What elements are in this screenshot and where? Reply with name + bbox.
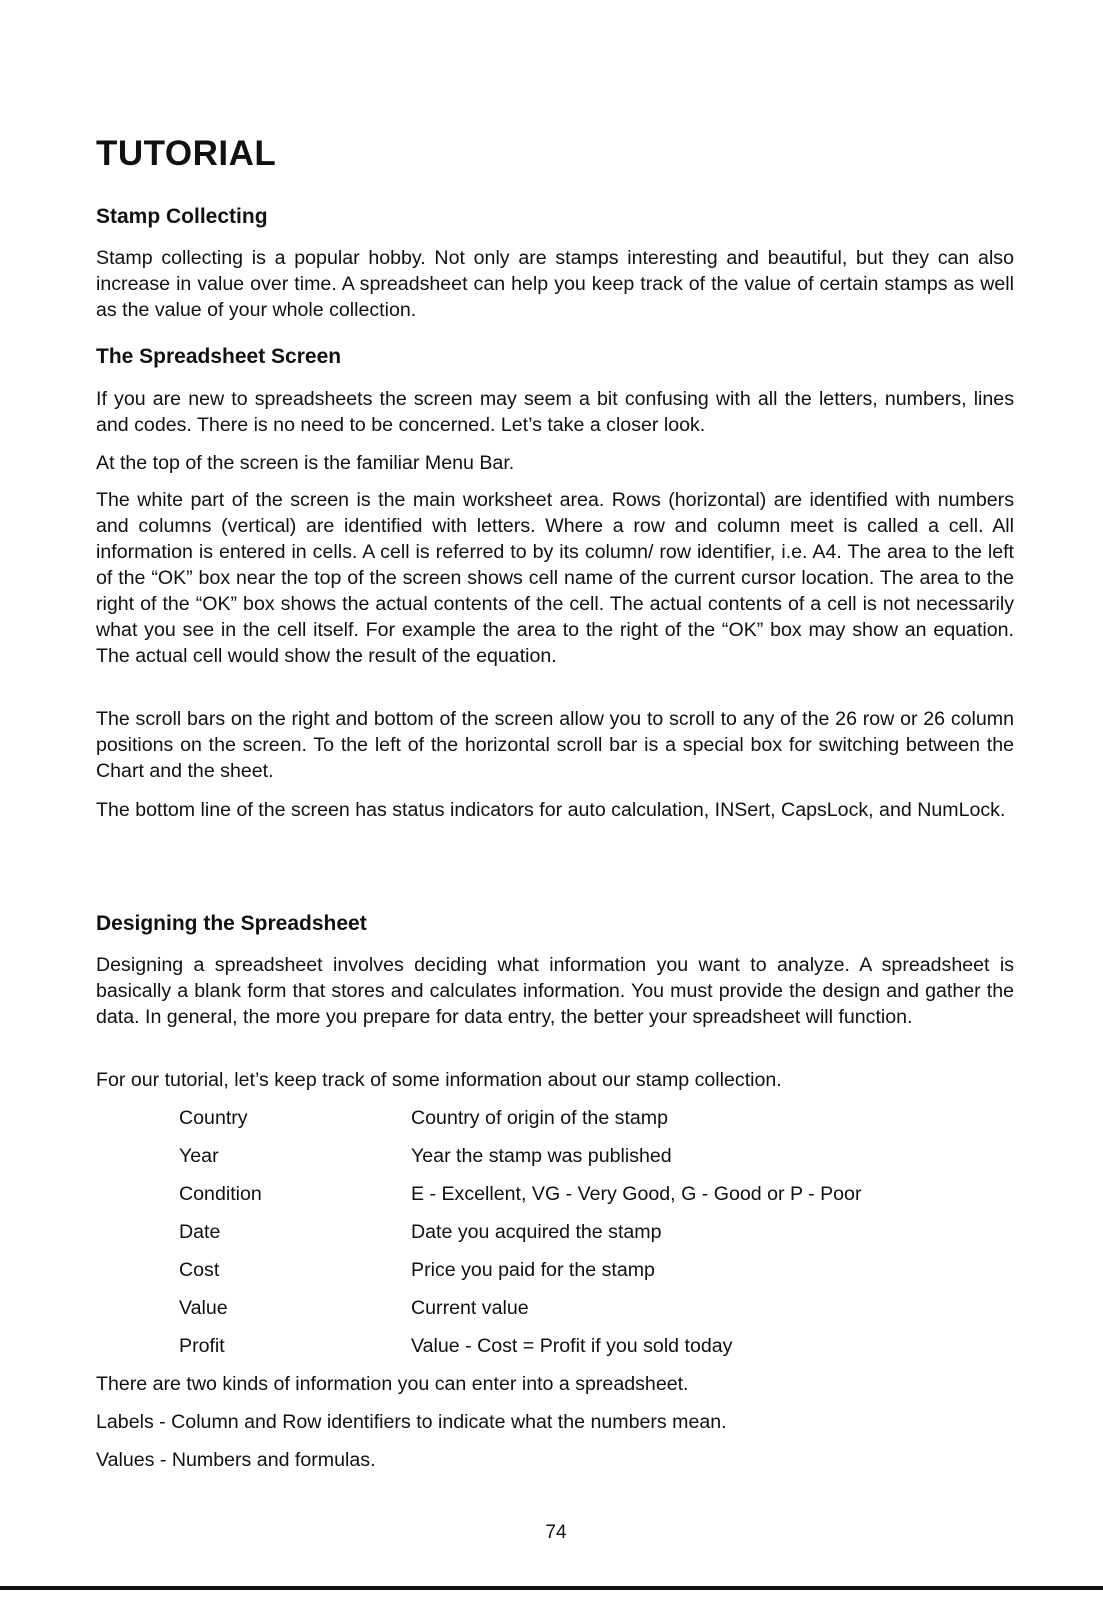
field-description: Country of origin of the stamp: [411, 1107, 669, 1129]
bottom-rule: [0, 1586, 1103, 1590]
paragraph-designing: Designing a spreadsheet involves deciding what information you want to analyze. A spreadsheet is basically a blank form that stores and calculates information. You must provide the design and gather the data. In general, the more you prepare for data entry, the better your spreadsheet will function.: [96, 954, 1014, 1028]
paragraph-scroll-bars: The scroll bars on the right and bottom of the screen allow you to scroll to any of the 26 row or 26 column positions on the screen. To the left of the horizontal scroll bar is a special box for switching between the Chart and the sheet.: [96, 708, 1014, 782]
paragraph-menu-bar: At the top of the screen is the familiar Menu Bar.: [96, 452, 515, 474]
paragraph-stamp-collecting: Stamp collecting is a popular hobby. Not only are stamps interesting and beautiful, but they can also increase in value over time. A spreadsheet can help you keep track of the value of certain stamps as well as the value of your whole collection.: [96, 247, 1014, 321]
field-term: Cost: [179, 1259, 220, 1281]
heading-spreadsheet-screen: The Spreadsheet Screen: [96, 345, 342, 368]
field-description: E - Excellent, VG - Very Good, G - Good or P - Poor: [411, 1183, 862, 1205]
field-term: Profit: [179, 1335, 225, 1357]
field-term: Value: [179, 1297, 228, 1319]
paragraph-status-indicators: The bottom line of the screen has status indicators for auto calculation, INSert, CapsLock, and NumLock.: [96, 799, 1006, 821]
heading-designing: Designing the Spreadsheet: [96, 912, 367, 935]
paragraph-labels: Labels - Column and Row identifiers to indicate what the numbers mean.: [96, 1411, 727, 1433]
paragraph-tutorial-intro: For our tutorial, let’s keep track of some information about our stamp collection.: [96, 1069, 782, 1091]
field-description: Current value: [411, 1297, 529, 1319]
paragraph-values: Values - Numbers and formulas.: [96, 1449, 376, 1471]
page-title: TUTORIAL: [96, 134, 277, 173]
field-description: Date you acquired the stamp: [411, 1221, 662, 1243]
paragraph-screen-intro: If you are new to spreadsheets the screen may seem a bit confusing with all the letters, numbers, lines and codes. There is no need to be concerned. Let’s take a closer look.: [96, 388, 1014, 436]
field-term: Date: [179, 1221, 221, 1243]
field-term: Country: [179, 1107, 248, 1129]
field-description: Price you paid for the stamp: [411, 1259, 655, 1281]
field-term: Condition: [179, 1183, 262, 1205]
field-description: Value - Cost = Profit if you sold today: [411, 1335, 733, 1357]
paragraph-worksheet-area: The white part of the screen is the main worksheet area. Rows (horizontal) are identified with numbers and columns (vertical) are identified with letters. Where a row and column meet is called a cell. All information is entered in cells. A cell is referred to by its column/ row identifier, i.e. A4. The area to the left of the “OK” box near the top of the screen shows cell name of the current cursor location. The area to the right of the “OK” box shows the actual contents of the cell. The actual contents of a cell is not necessarily what you see in the cell itself. For example the area to the right of the “OK” box may show an equation. The actual cell would show the result of the equation.: [96, 489, 1014, 667]
heading-stamp-collecting: Stamp Collecting: [96, 205, 268, 228]
field-term: Year: [179, 1145, 219, 1167]
field-description: Year the stamp was published: [411, 1145, 672, 1167]
document-page: [96, 0, 1016, 1600]
page-number: 74: [545, 1522, 567, 1543]
paragraph-two-kinds: There are two kinds of information you can enter into a spreadsheet.: [96, 1373, 689, 1395]
